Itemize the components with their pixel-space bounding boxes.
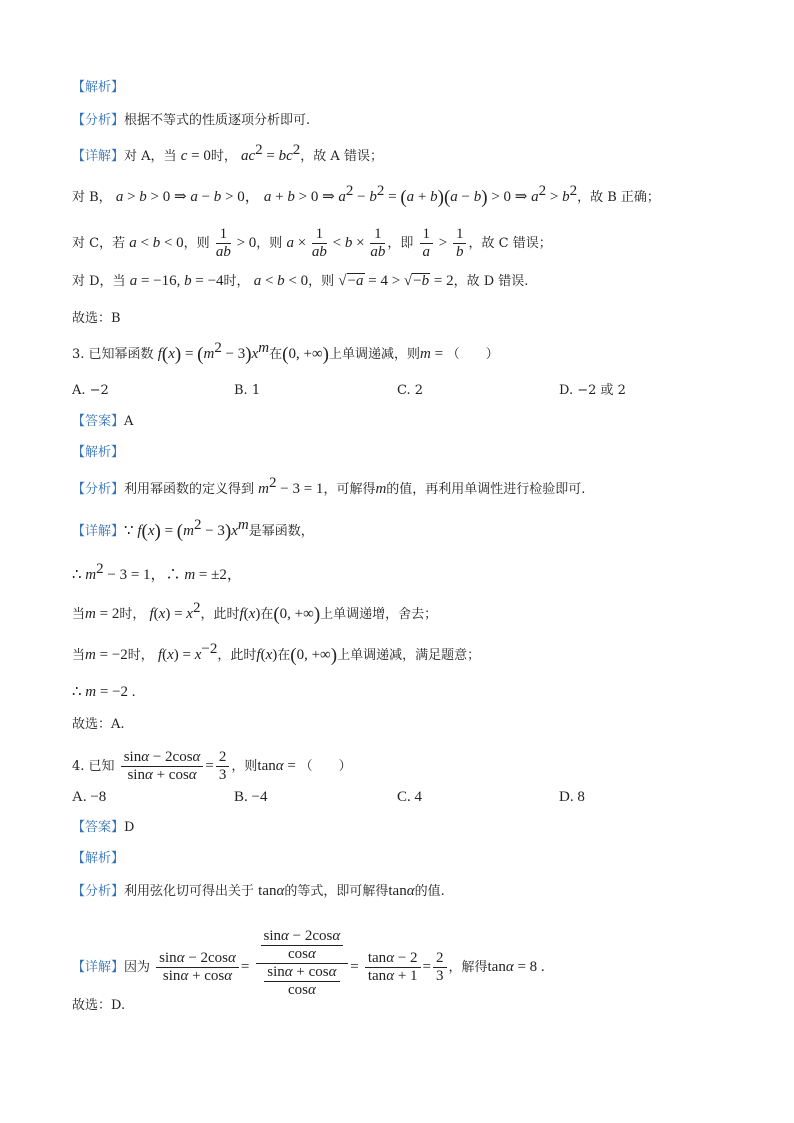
fenxi-label: 【分析】 — [72, 884, 125, 899]
daan-label: 【答案】 — [72, 820, 125, 835]
daan-label: 【答案】 — [72, 414, 125, 429]
text-fragment: 时， — [223, 274, 250, 289]
q3-stem: 3. 已知幂函数 $f(x) = (m^2 - 3)x^m$在(0, +∞)上单调递减，则m = （ ） — [72, 340, 499, 365]
text-fragment: ，则 — [183, 236, 210, 251]
text-fragment: 对 D，当 — [72, 274, 126, 289]
q3-option-d: D. −2 或 2 — [559, 383, 626, 398]
text-fragment: 时， — [119, 607, 146, 622]
fenxi-label: 【分析】 — [72, 482, 125, 497]
text-fragment: ，则 — [308, 274, 335, 289]
q3-case1: 当m = 2时， $f(x) = x^2$，此时f(x)在(0, +∞)上单调递增，舍去； — [72, 600, 438, 625]
text-fragment: 在 — [269, 347, 283, 362]
jiexi-label: 【解析】 — [72, 445, 125, 460]
text-fragment: 时， — [210, 149, 237, 164]
text-fragment: 3. 已知幂函数 — [72, 347, 154, 362]
text-fragment: 的值，再利用单调性进行检验即可. — [386, 482, 586, 497]
text-fragment: ，解得 — [448, 960, 488, 975]
jiexi-label: 【解析】 — [72, 851, 125, 866]
q2-case-a: 【详解】对 A，当 c = 0时， $ac^2 = bc^2$，故 A 错误； — [72, 142, 383, 164]
q4-detail: 【详解】因为 $\frac{\sin\alpha - 2\cos\alpha}{\sin\alpha + \cos\alpha}$ = $\frac{\frac{\sin\alpha - 2\cos\alpha}{\cos\alpha}}{\frac{\sin\alpha + \cos\alpha}{\cos\alpha}}$ = $\frac{\tan\alpha - 2}{\tan\alpha + 1}$ = $\frac{2}{3}$ ，解得tanα = 8 . — [72, 928, 545, 998]
text-fragment: ，可解得 — [323, 482, 376, 497]
text-fragment: ，此时 — [200, 607, 240, 622]
q3-answer — [72, 413, 133, 431]
text-fragment: ，此时 — [217, 648, 257, 663]
q2-case-b: 对 B， a > b > 0 ⇒ a − b > 0， a + b > 0 ⇒ $a^2 - b^2 = (a + b)(a - b) > 0$ ⇒ $a^2 > b^2$，故 B 正确； — [72, 183, 660, 208]
text-fragment: 上单调递减，满足题意； — [337, 648, 481, 663]
q4-analysis: 【分析】利用弦化切可得出关于 tanα的等式，即可解得tanα的值. — [72, 883, 445, 899]
text-fragment: 的值. — [414, 884, 445, 899]
text-fragment: ，故 C 错误； — [468, 236, 552, 251]
text-fragment: 的等式，即可解得 — [284, 884, 389, 899]
text-fragment: 时， — [127, 648, 154, 663]
xiangjie-label: 【详解】 — [72, 960, 125, 975]
text-fragment: D — [124, 820, 135, 835]
q4-choose: 故选：D. — [72, 998, 126, 1013]
text-fragment: 对 A，当 — [124, 149, 177, 164]
q3-option-a: A. −2 — [72, 383, 109, 398]
xiangjie-label: 【详解】 — [72, 149, 125, 164]
q4-option-b: B. −4 — [234, 789, 268, 805]
q2-case-d: 对 D，当 a = −16, b = −4时， a < b < 0，则 √−a = 4 > √−b = 2，故 D 错误. — [72, 273, 529, 289]
text-fragment: 在 — [260, 607, 274, 622]
q4-option-c: C. 4 — [397, 789, 423, 805]
fenxi-label: 【分析】 — [72, 113, 125, 128]
text-fragment: 因为 — [124, 960, 151, 975]
q3-choose: 故选：A. — [72, 717, 125, 732]
text-fragment: （ ） — [446, 347, 499, 362]
text-fragment: ，即 — [387, 236, 414, 251]
q3-analysis: 【分析】利用幂函数的定义得到 $m^2 - 3 = 1$，可解得m的值，再利用单调性进行检验即可. — [72, 475, 586, 497]
q4-option-d: D. 8 — [559, 789, 585, 805]
text-fragment: 利用幂函数的定义得到 — [124, 482, 255, 497]
q3-detail: 【详解】∵ $f(x) = (m^2 - 3)x^m$是幂函数， — [72, 517, 314, 542]
q4-stem: 4. 已知 $\frac{\sin\alpha - 2\cos\alpha}{\sin\alpha + \cos\alpha}$ = $\frac{2}{3}$ ，则tanα = （ ） — [72, 749, 352, 783]
text-fragment: 上单调递减，则 — [328, 347, 420, 362]
text-fragment: ，故 A 错误； — [300, 149, 383, 164]
q3-conclusion: ∴ m = −2 . — [72, 684, 136, 700]
text-fragment: 对 C，若 — [72, 236, 126, 251]
q2-choose: 故选：B — [72, 311, 121, 326]
q2-analysis — [72, 112, 310, 130]
q3-case2: 当m = −2时， $f(x) = x^{-2}$，此时f(x)在(0, +∞)上单调递减，满足题意； — [72, 641, 481, 666]
q4-option-a: A. −8 — [72, 789, 107, 805]
text-fragment: 对 B， — [72, 190, 112, 205]
text-fragment: 在 — [277, 648, 291, 663]
xiangjie-label: 【详解】 — [72, 524, 125, 539]
text-fragment: 是幂函数， — [248, 524, 314, 539]
text-fragment: （ ） — [299, 759, 352, 774]
text-fragment: 利用弦化切可得出关于 — [124, 884, 255, 899]
text-fragment: 上单调递增，舍去； — [320, 607, 438, 622]
text-fragment: 4. 已知 — [72, 759, 115, 774]
q3-step1: ∴ $m^2 - 3 = 1$，∴ m = ±2， — [72, 561, 242, 583]
q3-option-b: B. 1 — [234, 383, 261, 398]
q3-option-c: C. 2 — [397, 383, 424, 398]
text-fragment: ，故 B 正确； — [577, 190, 660, 205]
text-fragment: ，故 D 错误. — [453, 274, 529, 289]
q2-analysis-text: 根据不等式的性质逐项分析即可. — [124, 113, 311, 128]
jiexi-label: 【解析】 — [72, 80, 125, 95]
q4-answer — [72, 819, 134, 837]
text-fragment: 当 — [72, 607, 86, 622]
text-fragment: ，则 — [231, 759, 258, 774]
text-fragment: A — [124, 414, 134, 429]
text-fragment: 当 — [72, 648, 86, 663]
text-fragment: ，则 — [256, 236, 283, 251]
q2-case-c: 对 C，若 a < b < 0，则 $\frac{1}{ab}$ > 0，则 a × $\frac{1}{ab}$ < b × $\frac{1}{ab}$ ，即 $\frac{1}{a}$ > $\frac{1}{b}$ ，故 C 错误； — [72, 226, 552, 260]
